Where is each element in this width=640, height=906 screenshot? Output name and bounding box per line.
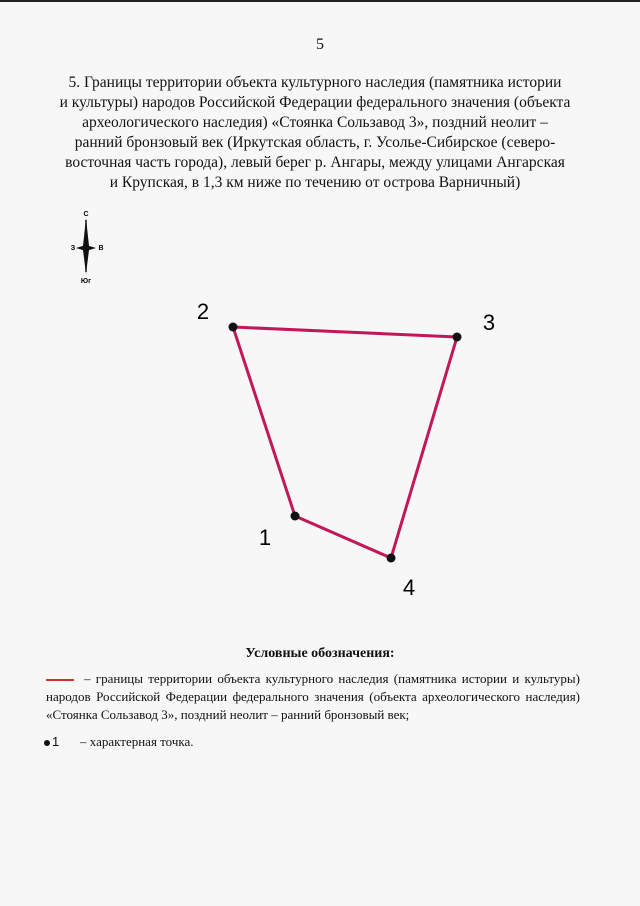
- legend-boundary-text: [46, 670, 580, 724]
- title-line: и культуры) народов Российской Федерации федерального значения (объекта: [59, 94, 571, 111]
- legend-point-label: 1: [52, 734, 60, 749]
- compass-north-label: С: [83, 211, 89, 218]
- compass-rose-icon: [71, 211, 104, 285]
- boundary-point-1: [291, 512, 300, 521]
- compass-west-label: З: [70, 245, 76, 252]
- compass-east-label: В: [98, 245, 104, 252]
- point-label-1: 1: [258, 525, 272, 550]
- point-label-4: 4: [402, 575, 416, 600]
- boundary-point-4: [387, 554, 396, 563]
- boundary-point-2: [229, 323, 238, 332]
- page-number: 5: [316, 36, 324, 53]
- boundary-polygon: [233, 327, 457, 558]
- title-line: ранний бронзовый век (Иркутская область, г. Усолье-Сибирское (северо-: [74, 134, 556, 151]
- title-line: 5. Границы территории объекта культурного наследия (памятника истории: [68, 74, 562, 91]
- legend-boundary-description: – границы территории объекта культурного наследия (памятника истории и культуры) народов Российской Федерации федерального значения (объекта археологического наследия) «Стоянка Сользавод 3», поздний неолит – ранний бронзовый век;: [46, 671, 580, 722]
- boundary-point-3: [453, 333, 462, 342]
- point-label-2: 2: [196, 299, 210, 324]
- title-line: археологического наследия) «Стоянка Сользавод 3», поздний неолит –: [82, 114, 548, 131]
- legend-point-icon: [44, 740, 50, 746]
- title-line: восточная часть города), левый берег р. Ангары, между улицами Ангарская: [65, 154, 565, 171]
- point-label-3: 3: [482, 310, 496, 335]
- compass-south-label: Юг: [80, 278, 92, 285]
- title-line: и Крупская, в 1,3 км ниже по течению от острова Варничный): [109, 174, 521, 191]
- legend-point-description: – характерная точка.: [80, 734, 194, 749]
- legend-heading: Условные обозначения:: [245, 646, 395, 661]
